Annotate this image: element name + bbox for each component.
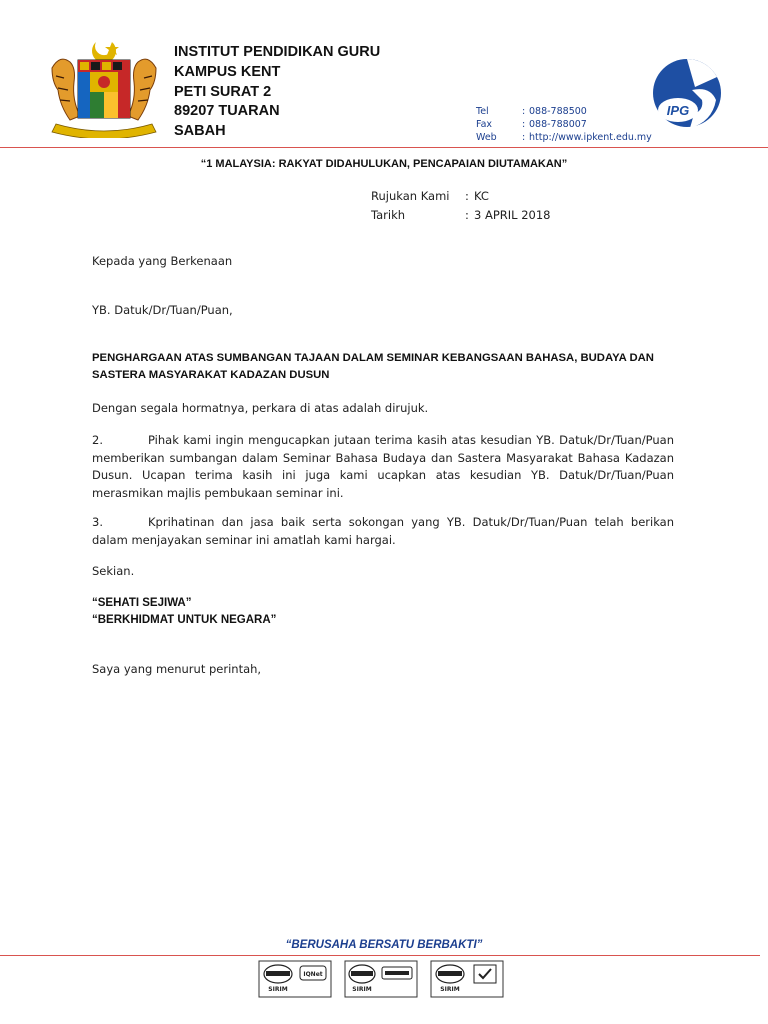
svg-text:SIRIM: SIRIM (268, 986, 288, 993)
footer-divider (0, 955, 760, 956)
subject-line: PENGHARGAAN ATAS SUMBANGAN TAJAAN DALAM SEMINAR KEBANGSAAN BAHASA, BUDAYA DAN (92, 352, 654, 364)
institution-name: INSTITUT PENDIDIKAN GURU (174, 44, 381, 60)
paragraph-number: 2. (92, 433, 103, 447)
recipient: Kepada yang Berkenaan (92, 254, 233, 268)
malaysia-coat-of-arms-icon (46, 38, 162, 138)
footer-motto: “BERUSAHA BERSATU BERBAKTI” (285, 939, 483, 951)
institution-postcode: 89207 TUARAN (174, 103, 280, 119)
subject-line: SASTERA MASYARAKAT KADAZAN DUSUN (92, 369, 330, 381)
institution-campus: KAMPUS KENT (174, 64, 281, 80)
institution-po-box: PETI SURAT 2 (174, 84, 272, 100)
paragraph-3 (92, 514, 674, 549)
paragraph-text: Pihak kami ingin mengucapkan jutaan terima kasih atas kesudian YB. Datuk/Dr/Tuan/Puan memberikan sumbangan dalam Seminar Bahasa Budaya dan Sastera Masyarakat Bahasa Kadazan Dusun. Ucapan terima kasih ini juga kami ucapkan atas kesudian YB. Datuk/Dr/Tuan/Puan merasmikan majlis pembukaan seminar ini. (92, 433, 674, 500)
closing: Sekian. (92, 564, 135, 578)
institution-state: SABAH (174, 123, 226, 139)
svg-text:IQNet: IQNet (303, 971, 323, 978)
paragraph-2 (92, 432, 674, 502)
subject-heading (92, 350, 676, 384)
ukas-quality-badge-icon (430, 960, 504, 998)
paragraph-text: Kprihatinan dan jasa baik serta sokongan yang YB. Datuk/Dr/Tuan/Puan telah berikan dalam menjayakan seminar ini amatlah kami hargai. (92, 515, 674, 547)
national-motto: “1 MALAYSIA: RAKYAT DIDAHULUKAN, PENCAPAIAN DIUTAMAKAN” (200, 158, 568, 170)
website-link[interactable]: http://www.ipkent.edu.my (529, 132, 652, 143)
svg-text:SIRIM: SIRIM (352, 986, 372, 993)
header-divider (0, 147, 768, 148)
salutation: YB. Datuk/Dr/Tuan/Puan, (92, 303, 233, 317)
paragraph-number: 3. (92, 515, 103, 529)
motto-berkhidmat: “BERKHIDMAT UNTUK NEGARA” (92, 614, 277, 626)
sirim-standards-badge-icon (344, 960, 418, 998)
ipg-logo-icon (648, 52, 726, 134)
opening-sentence: Dengan segala hormatnya, perkara di atas adalah dirujuk. (92, 401, 429, 415)
svg-text:SIRIM: SIRIM (440, 986, 460, 993)
motto-sehati: “SEHATI SEJIWA” (92, 597, 192, 609)
sirim-quality-badge-icon (258, 960, 332, 998)
svg-text:IPG: IPG (666, 103, 690, 118)
sign-off: Saya yang menurut perintah, (92, 662, 262, 676)
